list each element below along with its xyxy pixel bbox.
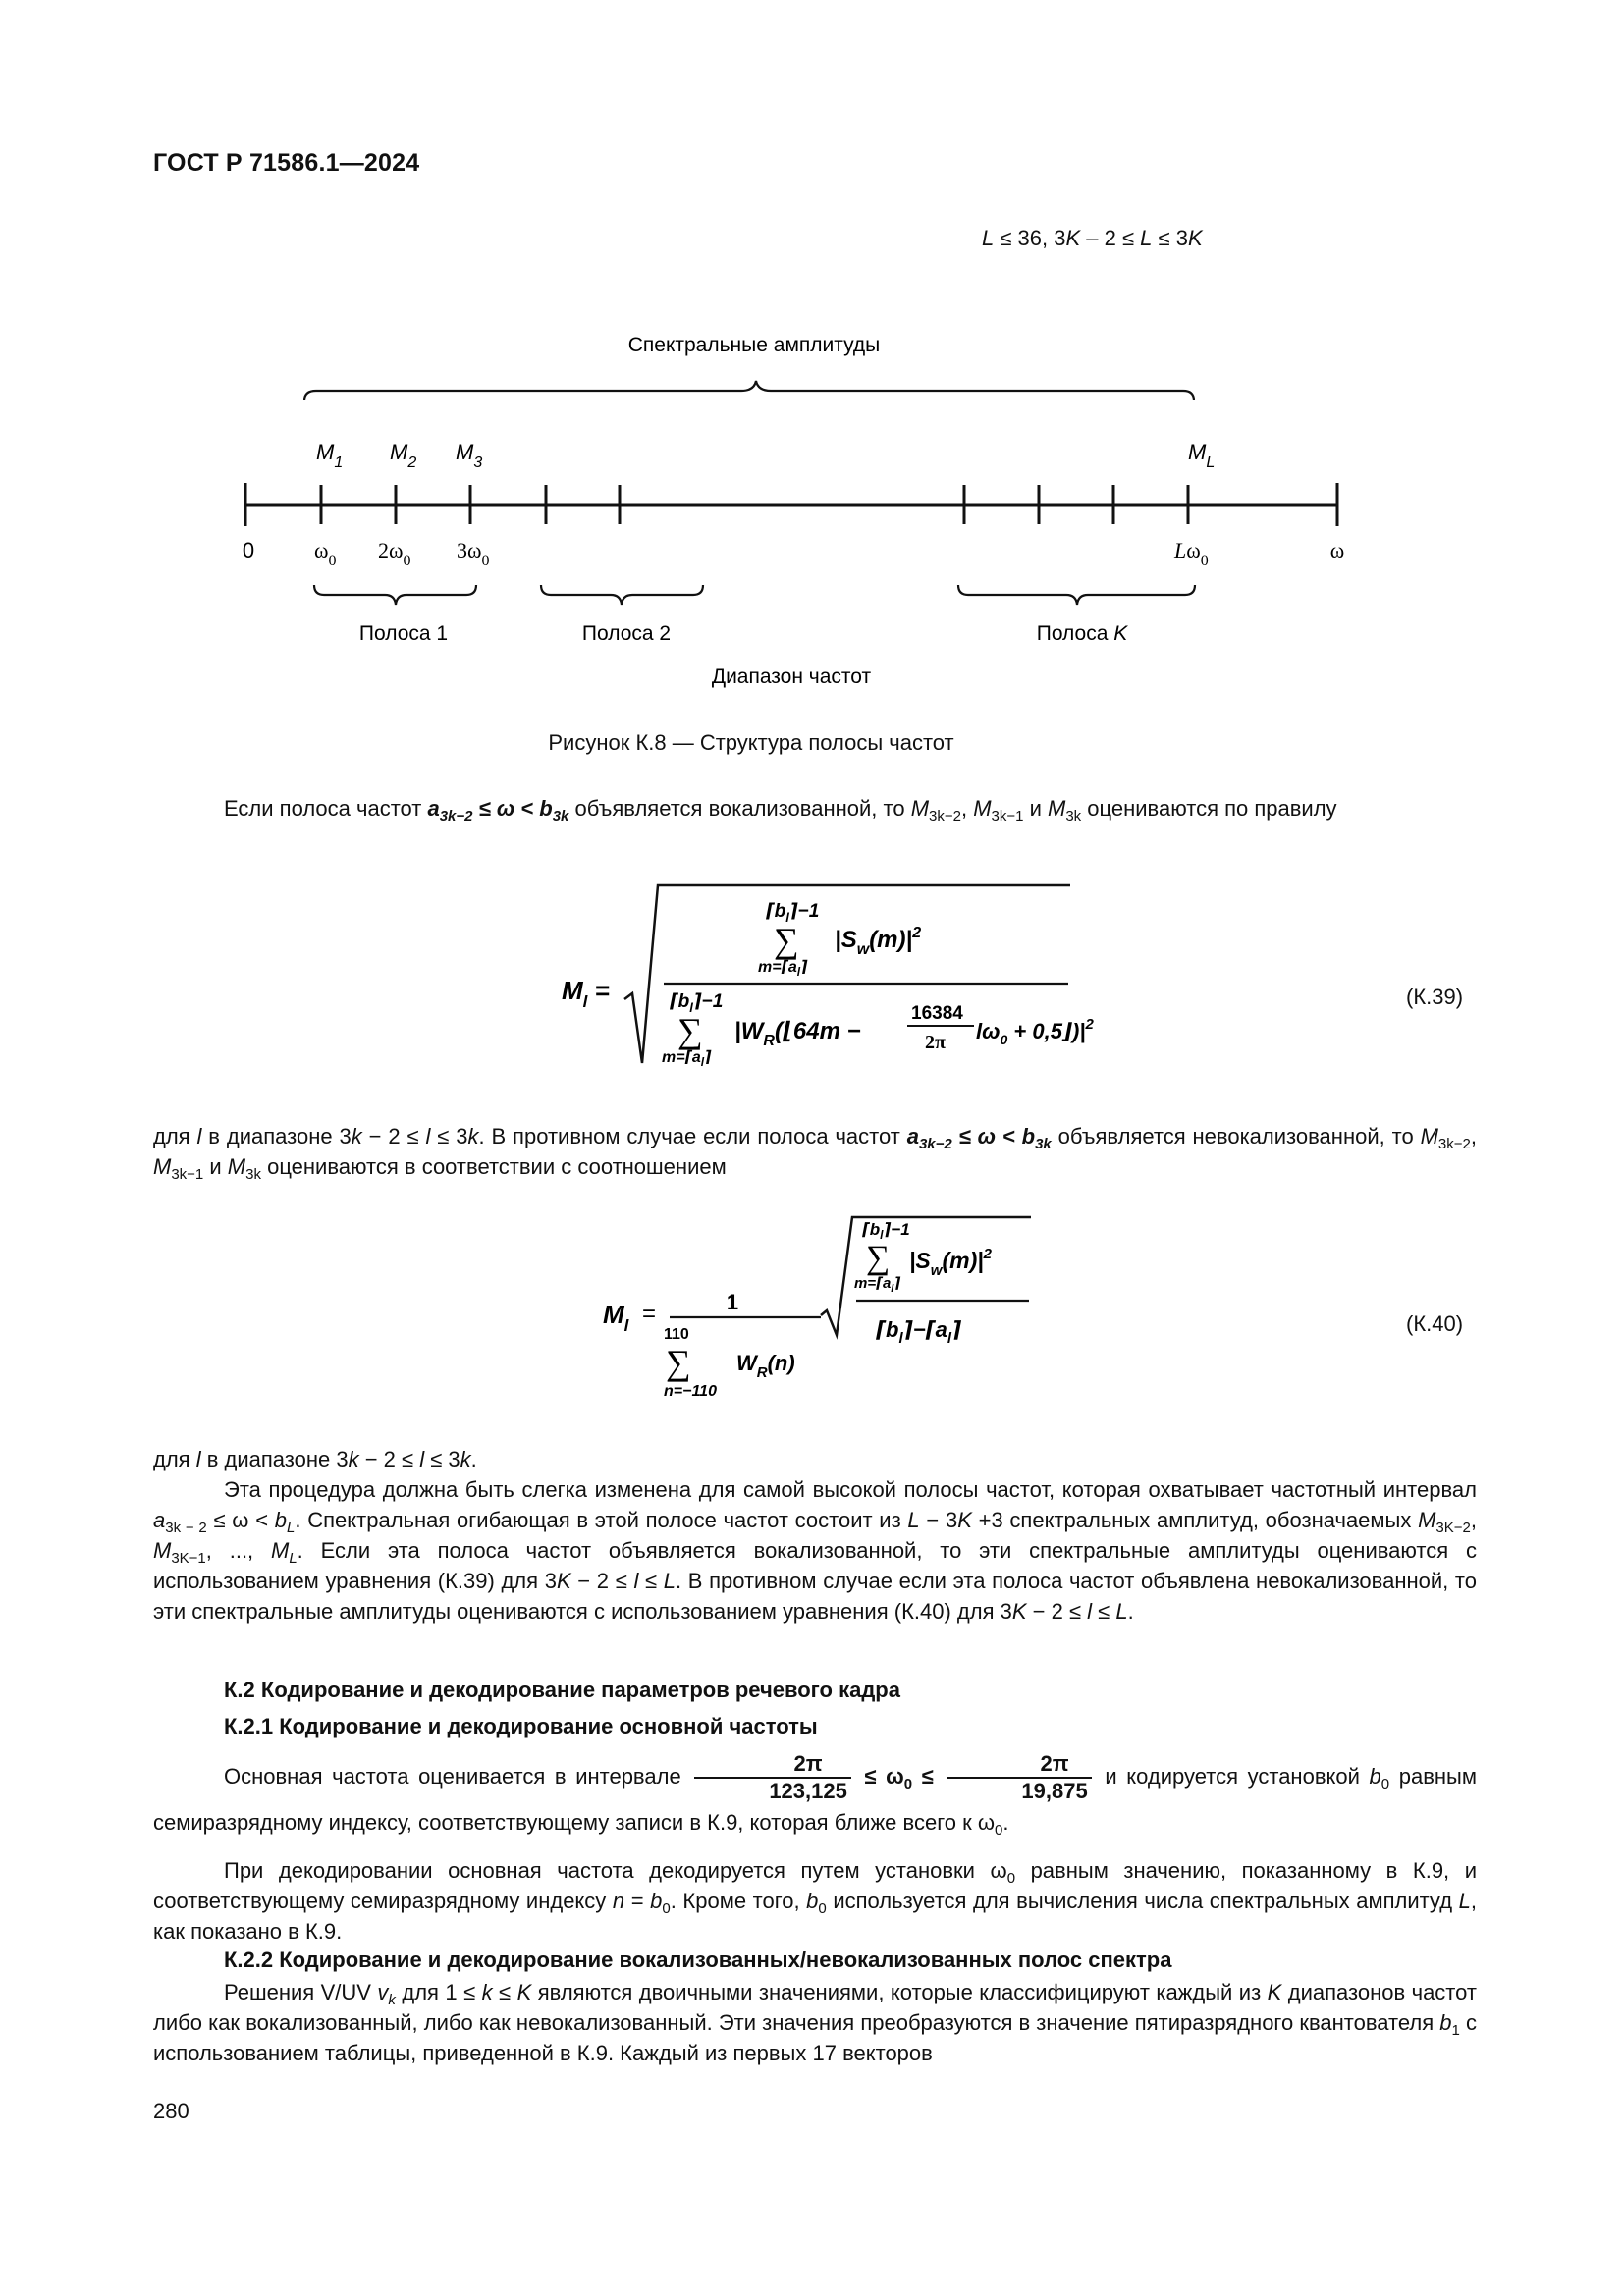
figure-top-label: Спектральные амплитуды (627, 334, 881, 356)
bandk-label: Полоса K (1036, 622, 1128, 645)
svg-text:∑: ∑ (866, 1240, 891, 1276)
svg-text:∑: ∑ (666, 1343, 691, 1382)
svg-text:|Sw(m)|2: $|S_w(m)|^2$ (835, 925, 922, 958)
mark-ml: $M_L$ (1188, 440, 1216, 471)
paragraph-unvoiced-rule: для l в диапазоне 3k − 2 ≤ l ≤ 3k. В противном случае если полоса частот $a_{3k-2} \le \omega < b_{3k}$ объявляется невокализованной, то $M_{3k-2}$, $M_{3k-1}$ и $M_{3k}$ оцениваются в соответствии с соотношением (153, 1124, 1477, 1183)
paragraph-fundamental-encoding: Основная частота оценивается в интервале $\frac{2\pi}{123,125}$ ≤ $\omega_0$ ≤ $\frac{2\pi}{19,875}$ и кодируется установкой $b_0$ равным семиразрядному индексу, соответствующему записи в К.9, которая ближе всего к $\omega_0$. (153, 1751, 1477, 1839)
tick-zero: 0 (242, 538, 255, 562)
svg-text:1: 1 (726, 1290, 739, 1314)
svg-text:n=−110: n=−110 (664, 1383, 717, 1400)
tick-omega: ω (1329, 538, 1345, 562)
tick-lw0: $L\omega_0$ (1174, 538, 1209, 569)
svg-text:⌈bl⌉−1: $⌈b_l⌉-1$ (862, 1220, 910, 1242)
svg-text:110: 110 (664, 1326, 689, 1343)
svg-text:|Sw(m)|2: $|S_w(m)|^2$ (909, 1246, 993, 1279)
mark-m1: $M_1$ (316, 440, 344, 471)
bandk-brace (958, 585, 1195, 605)
section-heading-k21: К.2.1 Кодирование и декодирование основной частоты (224, 1714, 818, 1738)
svg-text:Ml: $M_l$ (603, 1300, 629, 1335)
svg-text:Ml =: $M_l$ = (562, 976, 610, 1011)
band-structure-figure (0, 324, 1624, 717)
paragraph-vuv-decisions: Решения V/UV $v_k$ для 1 ≤ k ≤ K являются двоичными значениями, которые классифицируют каждый из K диапазонов частот либо как вокализованный, либо как невокализованный. Эти значения преобразуются в значение пятиразрядного квантователя $b_1$ с использованием таблицы, приведенной в К.9. Каждый из первых 17 векторов (153, 1980, 1477, 2065)
svg-text:⌈bl⌉−1: $⌈b_l⌉-1$ (766, 901, 820, 925)
svg-text:m=⌈al⌉: $m=⌈a_l⌉$ (662, 1049, 712, 1069)
paragraph-range-note: для l в диапазоне 3k − 2 ≤ l ≤ 3k. (153, 1447, 477, 1471)
svg-text:|WR(⌊64m −: $|W_R(⌊64m$ − (734, 1018, 861, 1049)
paragraph-voiced-rule: Если полоса частот $a_{3k-2} \le \omega < b_{3k}$ объявляется вокализованной, то $M_{3k-2}$, $M_{3k-1}$ и $M_{3k}$ оцениваются по правилу (224, 796, 1337, 825)
svg-text:16384: 16384 (911, 1003, 963, 1024)
section-heading-k2: К.2 Кодирование и декодирование параметров речевого кадра (224, 1678, 900, 1702)
svg-text:2π: 2π (925, 1032, 946, 1053)
equation-k40 (589, 1205, 1080, 1412)
paragraph-fundamental-decoding: При декодировании основная частота декодируется путем установки $\omega_0$ равным значению, показанному в К.9, и соответствующему семиразрядному индексу $n = b_0$. Кроме того, $b_0$ используется для вычисления числа спектральных амплитуд L, как показано в К.9. (153, 1858, 1477, 1944)
svg-text:m=⌈al⌉: $m=⌈a_l⌉$ (758, 959, 808, 979)
svg-text:∑: ∑ (774, 921, 799, 960)
svg-text:⌈bl⌉−1: $⌈b_l⌉-1$ (670, 991, 724, 1015)
mark-m3: $M_3$ (456, 440, 483, 471)
svg-text:m=⌈al⌉: $m=⌈a_l⌉$ (854, 1275, 901, 1295)
svg-text:=: = (642, 1301, 657, 1327)
document-code: ГОСТ Р 71586.1—2024 (153, 149, 420, 177)
band1-brace (314, 585, 476, 605)
svg-text:lω0 + 0,5⌋)|2: $l\omega_0$ + $0,5⌋)|^2$ (976, 1016, 1094, 1047)
equation-number-k40: (К.40) (1406, 1311, 1464, 1336)
band2-brace (541, 585, 703, 605)
equation-k39 (530, 872, 1100, 1078)
figure-caption: Рисунок К.8 — Структура полосы частот (548, 730, 954, 755)
svg-text:⌈bl⌉−⌈al⌉: $⌈b_l⌉-⌈a_l⌉$ (876, 1317, 962, 1347)
svg-text:WR(n): $W_R(n)$ (736, 1351, 795, 1381)
band2-label: Полоса 2 (581, 622, 672, 645)
page-number: 280 (153, 2099, 189, 2123)
section-heading-k22: К.2.2 Кодирование и декодирование вокализованных/невокализованных полос спектра (224, 1948, 1172, 1972)
paragraph-highest-band: Эта процедура должна быть слегка изменена для самой высокой полосы частот, которая охватывает частотный интервал $a_{3k - 2} \le \omega < b_L$. Спектральная огибающая в этой полосе частот состоит из L − 3K +3 спектральных амплитуд, обозначаемых $M_{3K-2}$, $M_{3K-1}$, ..., $M_L$. Если эта полоса частот объявляется вокализованной, то эти спектральные амплитуды оцениваются с использованием уравнения (К.39) для 3K − 2 ≤ l ≤ L. В противном случае если эта полоса частот объявлена невокализованной, то эти спектральные амплитуды оцениваются с использованием уравнения (К.40) для 3K − 2 ≤ l ≤ L. (153, 1477, 1477, 1624)
tick-3w0: $3\omega_0$ (457, 538, 490, 569)
axis-caption: Диапазон частот (711, 666, 872, 688)
svg-text:∑: ∑ (677, 1011, 703, 1050)
band1-label: Полоса 1 (358, 622, 449, 645)
constraint-line: L ≤ 36, 3K – 2 ≤ L ≤ 3K (982, 226, 1203, 250)
tick-w0: $\omega_0$ (314, 538, 337, 569)
equation-number-k39: (К.39) (1406, 985, 1464, 1009)
mark-m2: $M_2$ (390, 440, 417, 471)
top-brace (304, 381, 1194, 400)
tick-2w0: $2\omega_0$ (378, 538, 411, 569)
